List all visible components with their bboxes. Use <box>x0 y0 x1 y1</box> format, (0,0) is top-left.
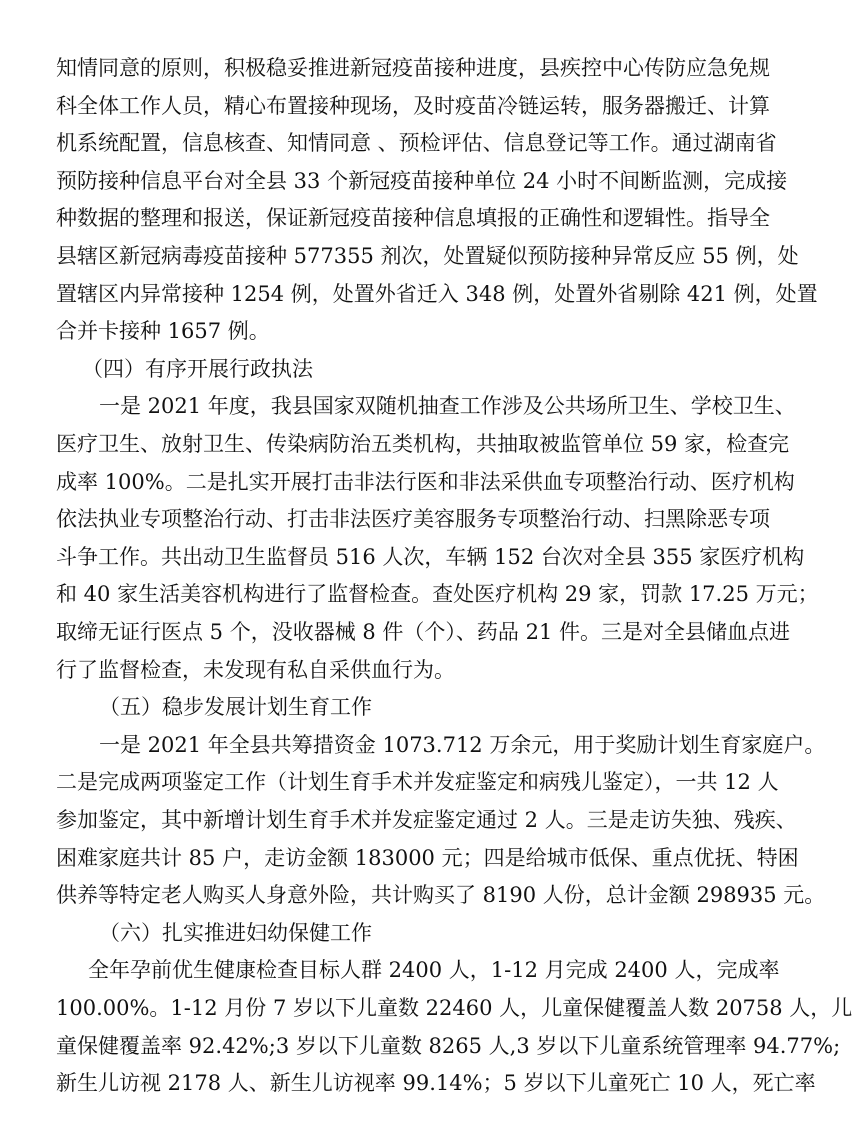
paragraph-line: 知情同意的原则，积极稳妥推进新冠疫苗接种进度，县疾控中心传防应急免规 <box>56 56 770 80</box>
paragraph-line: 成率 100%。二是扎实开展打击非法行医和非法采供血专项整治行动、医疗机构 <box>56 470 795 494</box>
paragraph-line: 科全体工作人员，精心布置接种现场，及时疫苗冷链运转，服务器搬迁、计算 <box>56 94 770 118</box>
paragraph-line: 二是完成两项鉴定工作（计划生育手术并发症鉴定和病残儿鉴定），一共 12 人 <box>56 770 779 794</box>
paragraph-line: 依法执业专项整治行动、打击非法医疗美容服务专项整治行动、扫黑除恶专项 <box>56 507 770 531</box>
paragraph-line: 县辖区新冠病毒疫苗接种 577355 剂次，处置疑似预防接种异常反应 55 例，处 <box>56 244 799 268</box>
paragraph-line: 新生儿访视 2178 人、新生儿访视率 99.14%；5 岁以下儿童死亡 10 人，死亡率 <box>56 1071 816 1095</box>
paragraph-line: 斗争工作。共出动卫生监督员 516 人次，车辆 152 台次对全县 355 家医疗机构 <box>56 545 805 569</box>
paragraph-line: 全年孕前优生健康检查目标人群 2400 人，1-12 月完成 2400 人，完成率 <box>88 958 780 982</box>
paragraph-line: 一是 2021 年度，我县国家双随机抽查工作涉及公共场所卫生、学校卫生、 <box>99 394 796 418</box>
paragraph-line: 合并卡接种 1657 例。 <box>56 319 270 343</box>
paragraph-line: 供养等特定老人购买人身意外险，共计购买了 8190 人份，总计金额 298935 元。 <box>56 883 826 907</box>
paragraph-line: 取缔无证行医点 5 个，没收器械 8 件（个）、药品 21 件。三是对全县储血点进 <box>56 620 790 644</box>
section-heading: （四）有序开展行政执法 <box>82 357 313 381</box>
section-heading: （六）扎实推进妇幼保健工作 <box>99 921 372 945</box>
paragraph-line: 行了监督检查，未发现有私自采供血行为。 <box>56 658 455 682</box>
paragraph-line: 100.00%。1-12 月份 7 岁以下儿童数 22460 人，儿童保健覆盖人数 20758 人，儿 <box>56 996 852 1020</box>
paragraph-line: 置辖区内异常接种 1254 例，处置外省迁入 348 例，处置外省剔除 421 例，处置 <box>56 282 818 306</box>
paragraph-line: 医疗卫生、放射卫生、传染病防治五类机构，共抽取被监管单位 59 家，检查完 <box>56 432 790 456</box>
paragraph-line: 参加鉴定，其中新增计划生育手术并发症鉴定通过 2 人。三是走访失独、残疾、 <box>56 808 797 832</box>
paragraph-line: 机系统配置，信息核查、知情同意 、预检评估、信息登记等工作。通过湖南省 <box>56 131 777 155</box>
paragraph-line: 童保健覆盖率 92.42%;3 岁以下儿童数 8265 人,3 岁以下儿童系统管理率 94.77%; <box>56 1034 841 1058</box>
paragraph-line: 困难家庭共计 85 户，走访金额 183000 元；四是给城市低保、重点优抚、特困 <box>56 846 799 870</box>
section-heading: （五）稳步发展计划生育工作 <box>99 695 372 719</box>
paragraph-line: 和 40 家生活美容机构进行了监督检查。查处医疗机构 29 家，罚款 17.25 万元； <box>56 582 819 606</box>
paragraph-line: 一是 2021 年全县共筹措资金 1073.712 万余元，用于奖励计划生育家庭户。 <box>99 733 826 757</box>
paragraph-line: 预防接种信息平台对全县 33 个新冠疫苗接种单位 24 小时不间断监测，完成接 <box>56 169 788 193</box>
paragraph-line: 种数据的整理和报送，保证新冠疫苗接种信息填报的正确性和逻辑性。指导全 <box>56 206 770 230</box>
